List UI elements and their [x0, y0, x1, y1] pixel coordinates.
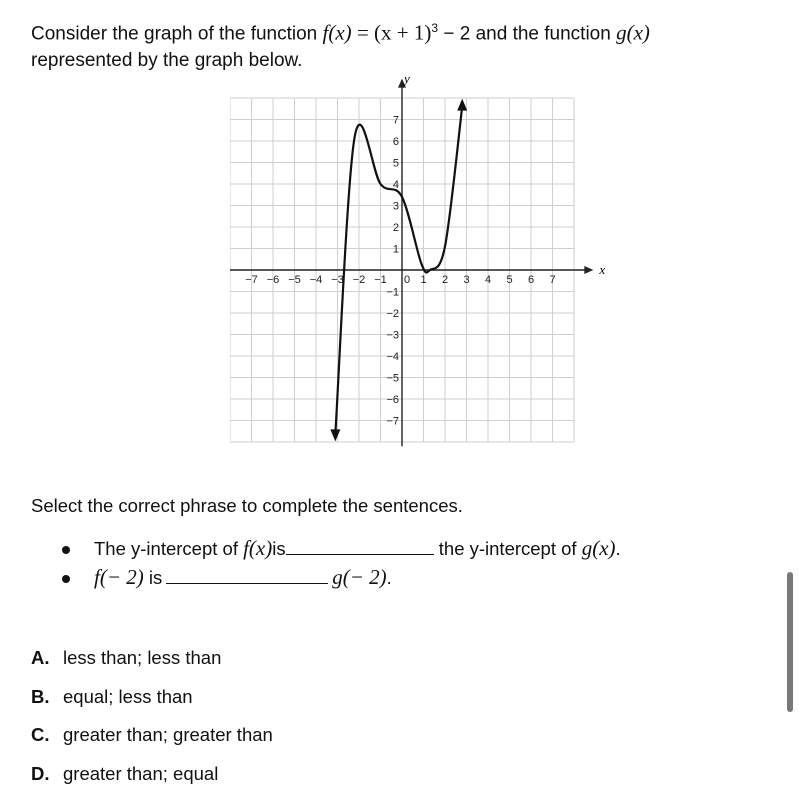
y-tick-label: 4: [392, 179, 399, 191]
choice-d[interactable]: [31, 763, 273, 801]
choice-letter: A.: [31, 647, 50, 668]
origin-label: 0: [403, 274, 411, 286]
x-tick-label: −6: [266, 274, 280, 286]
x-tick-label: −3: [331, 274, 344, 286]
question-intro: [31, 15, 761, 74]
exponent: 3: [431, 21, 439, 35]
bullet-1-fn2: g(x): [581, 536, 616, 560]
x-tick-label: −2: [352, 274, 366, 286]
g-of-x: g(x): [616, 20, 650, 45]
x-tick-label: 1: [420, 274, 427, 286]
bullet-1-before: The y-intercept of: [94, 538, 244, 559]
x-tick-label: −1: [374, 274, 387, 286]
x-tick-label: 2: [441, 274, 449, 286]
x-tick-label: 4: [484, 274, 492, 286]
x-tick-label: 7: [549, 274, 556, 286]
intro-line-2: represented by the graph below.: [31, 50, 303, 72]
y-tick-label: −5: [386, 372, 399, 385]
bullet-2-fn2: g(− 2): [332, 565, 387, 589]
y-tick-label: 5: [392, 157, 399, 170]
choice-text: equal; less than: [63, 685, 193, 707]
x-tick-label: −5: [288, 274, 301, 286]
x-tick-label: −4: [309, 274, 323, 286]
curve-arrow-down: [330, 429, 340, 441]
x-axis-arrow: [584, 266, 593, 274]
y-tick-label: −1: [386, 286, 399, 299]
prompt-text: Select the correct phrase to complete the sentences.: [31, 495, 463, 516]
y-tick-label: −2: [386, 308, 399, 320]
choice-text: greater than; greater than: [63, 724, 273, 745]
choice-letter: B.: [31, 685, 50, 707]
y-axis-label: y: [404, 71, 410, 86]
choice-a[interactable]: [31, 647, 273, 686]
scrollbar[interactable]: [787, 572, 793, 712]
y-tick-label: 2: [392, 222, 399, 234]
bullet-1-after: the y-intercept of: [433, 538, 582, 559]
x-tick-label: 6: [527, 274, 535, 286]
y-tick-label: 1: [392, 243, 399, 256]
bullet-2-mid: is: [143, 567, 163, 588]
bullet-2-fn: f(− 2): [94, 565, 144, 589]
choice-letter: C.: [31, 724, 50, 745]
bullet-2-end: .: [386, 567, 392, 588]
choice-letter: D.: [31, 762, 50, 784]
bullet-1-end: .: [615, 538, 621, 559]
axes: [230, 79, 593, 447]
x-axis-label: x: [599, 262, 606, 277]
y-tick-label: 3: [392, 200, 399, 213]
choice-c[interactable]: [31, 724, 273, 763]
choice-b[interactable]: [31, 686, 273, 725]
intro-minus-text: − 2 and the function: [438, 23, 617, 45]
curve-arrow-up: [457, 99, 467, 111]
y-tick-label: −6: [386, 394, 399, 406]
intro-text: Consider the graph of the function: [31, 23, 323, 45]
x-tick-label: −7: [245, 274, 258, 286]
choice-text: less than; less than: [63, 647, 222, 668]
y-tick-label: −3: [386, 329, 399, 342]
answer-blank-2[interactable]: [166, 582, 328, 584]
bullet-dot: [62, 575, 70, 583]
choice-text: greater than; equal: [63, 762, 219, 784]
answer-blank-1[interactable]: [286, 553, 434, 555]
bullet-1-fn: f(x): [243, 536, 273, 560]
x-tick-label: 3: [463, 274, 470, 286]
y-tick-label: 7: [392, 114, 399, 127]
equals-expression: = (x + 1): [356, 20, 432, 45]
function-graph: [230, 70, 610, 450]
y-tick-label: −7: [386, 415, 399, 428]
y-tick-label: −4: [386, 351, 399, 363]
x-tick-label: 5: [506, 274, 513, 286]
bullet-dot: [62, 546, 70, 554]
bullet-1-mid: is: [272, 538, 286, 559]
f-of-x: f(x): [322, 20, 352, 45]
y-tick-label: 6: [392, 136, 399, 148]
answer-choices: [31, 647, 273, 801]
